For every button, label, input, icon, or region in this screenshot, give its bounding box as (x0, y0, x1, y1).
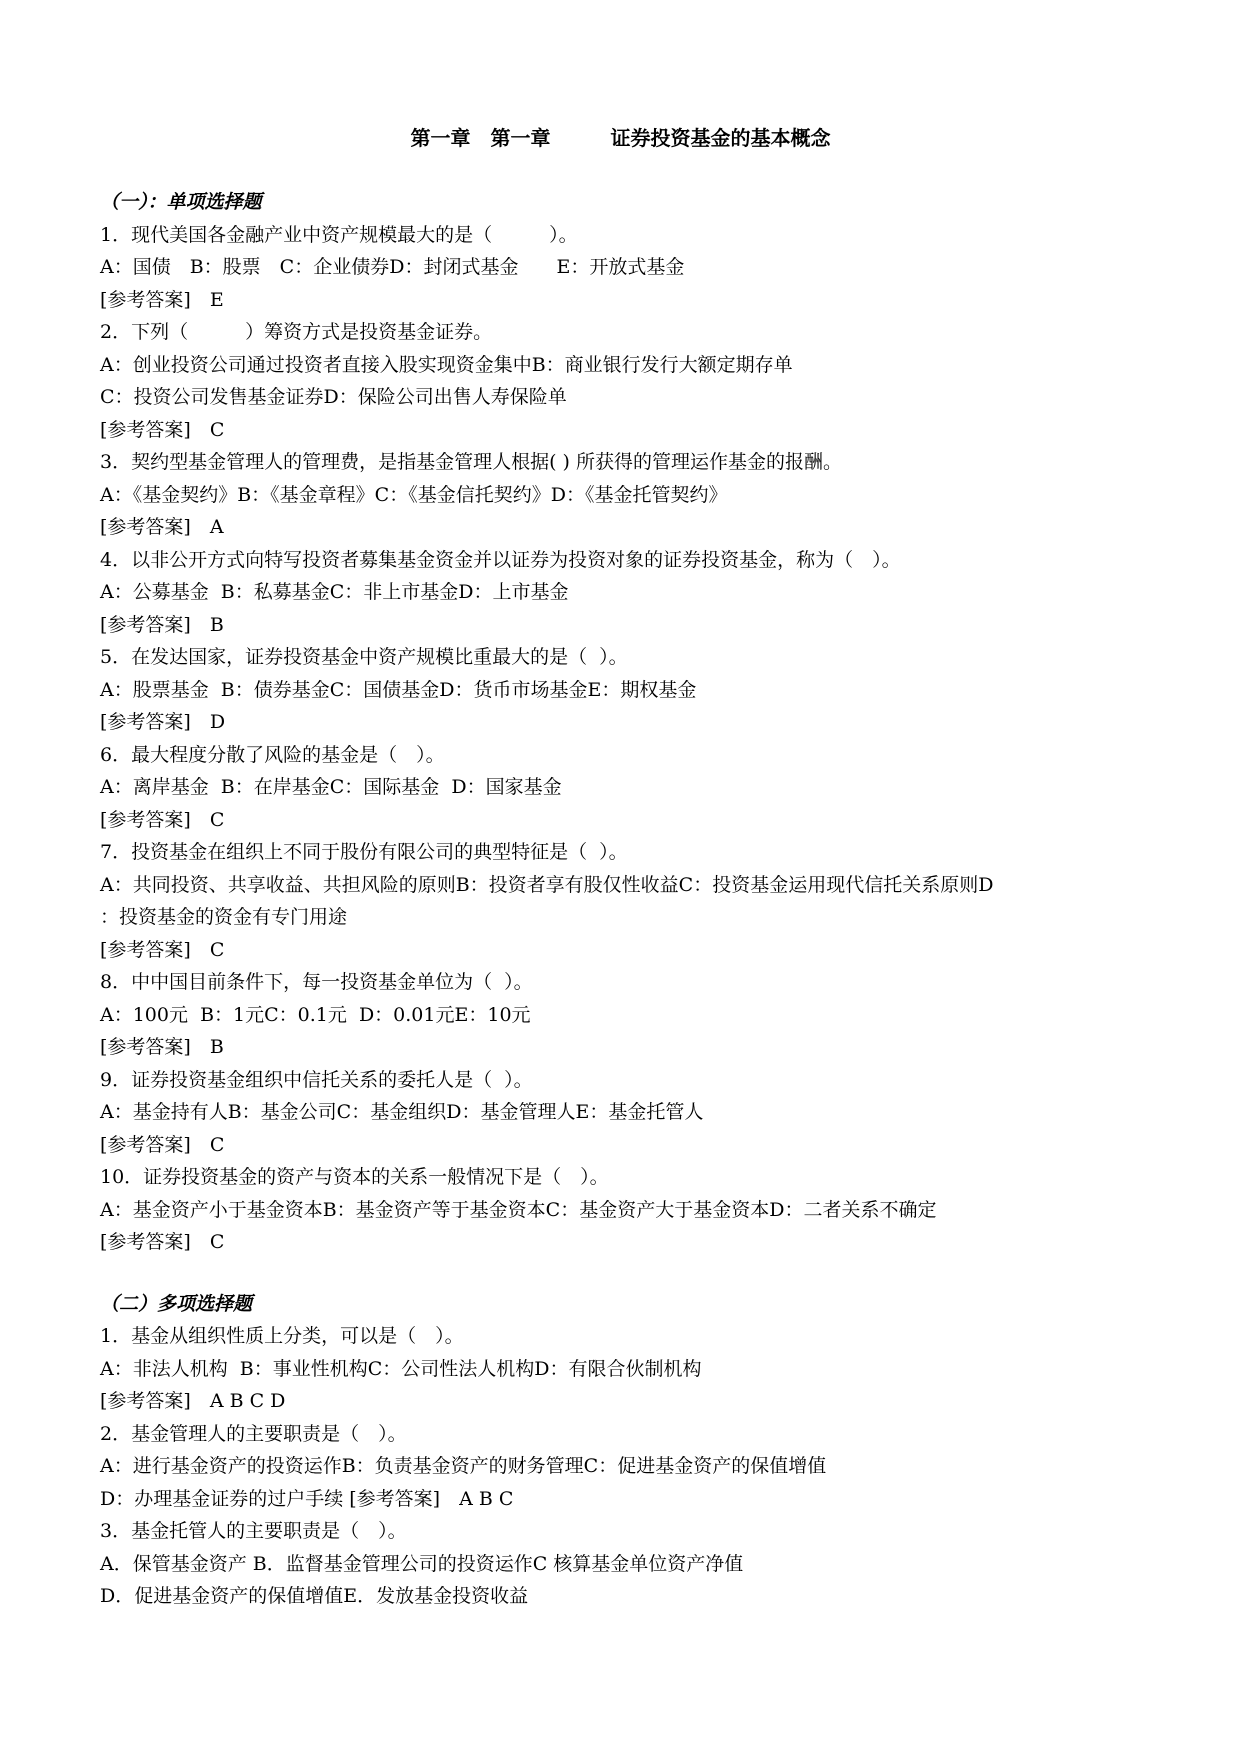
options-line: A：共同投资、共享收益、共担风险的原则B：投资者享有股仅性收益C：投资基金运用现代信托关系原则D (100, 873, 994, 896)
single-choice-section (100, 219, 1140, 1259)
question-line: 8．中中国目前条件下，每一投资基金单位为（ ）。 (100, 971, 533, 993)
question-line: 3．契约型基金管理人的管理费，是指基金管理人根据( ) 所获得的管理运作基金的报酬。 (100, 451, 842, 473)
question-line: 5．在发达国家，证券投资基金中资产规模比重最大的是（ ）。 (100, 646, 628, 668)
question-line: 1．现代美国各金融产业中资产规模最大的是（ ）。 (100, 223, 578, 246)
section-spacer (100, 1259, 1140, 1288)
options-line: A．保管基金资产 B．监督基金管理公司的投资运作C 核算基金单位资产净值 (100, 1552, 744, 1575)
options-line: A：公募基金 B：私募基金C：非上市基金D：上市基金 (100, 581, 569, 603)
question-line: 2．下列（ ）筹资方式是投资基金证券。 (100, 321, 493, 343)
options-line: A：非法人机构 B：事业性机构C：公司性法人机构D：有限合伙制机构 (100, 1357, 702, 1380)
answer-line: [参考答案] E (100, 288, 224, 311)
options-line: A：国债 B：股票 C：企业债券D：封闭式基金 E：开放式基金 (100, 256, 685, 278)
options-line: A：股票基金 B：债券基金C：国债基金D：货币市场基金E：期权基金 (100, 678, 697, 701)
question-line: 9．证券投资基金组织中信托关系的委托人是（ ）。 (100, 1068, 533, 1091)
answer-line: [参考答案] C (100, 938, 225, 961)
multiple-choice-section (100, 1320, 1140, 1613)
options-line: A：创业投资公司通过投资者直接入股实现资金集中B：商业银行发行大额定期存单 (100, 353, 793, 376)
section-heading-single-choice: （一）：单项选择题 (100, 191, 262, 213)
document-body (100, 186, 1140, 1613)
options-line: A：离岸基金 B：在岸基金C：国际基金 D：国家基金 (100, 776, 562, 798)
question-line: 3．基金托管人的主要职责是（ ）。 (100, 1520, 407, 1542)
answer-line: [参考答案] C (100, 418, 225, 441)
question-line: 7．投资基金在组织上不同于股份有限公司的典型特征是（ ）。 (100, 841, 628, 863)
section-heading-multiple-choice: （二）多项选择题 (100, 1292, 253, 1315)
options-line: A：进行基金资产的投资运作B：负责基金资产的财务管理C：促进基金资产的保值增值 (100, 1455, 827, 1477)
page-title: 第一章 第一章 证券投资基金的基本概念 (410, 126, 831, 150)
options-line: A：《基金契约》B：《基金章程》C：《基金信托契约》D：《基金托管契约》 (100, 483, 728, 506)
answer-line: [参考答案] C (100, 808, 225, 831)
question-line: 4．以非公开方式向特写投资者募集基金资金并以证券为投资对象的证券投资基金，称为（ ）。 (100, 548, 901, 571)
options-line: A：基金持有人B：基金公司C：基金组织D：基金管理人E：基金托管人 (100, 1101, 704, 1123)
options-line: D．促进基金资产的保值增值E．发放基金投资收益 (100, 1585, 529, 1607)
question-line: 10．证券投资基金的资产与资本的关系一般情况下是（ ）。 (100, 1166, 609, 1188)
options-line: ：投资基金的资金有专门用途 (100, 906, 348, 928)
options-line: C：投资公司发售基金证券D：保险公司出售人寿保险单 (100, 386, 567, 408)
question-line: 2．基金管理人的主要职责是（ ）。 (100, 1422, 407, 1445)
answer-line: [参考答案] C (100, 1231, 225, 1253)
options-line: A：基金资产小于基金资本B：基金资产等于基金资本C：基金资产大于基金资本D：二者关系不确定 (100, 1198, 937, 1221)
answer-line: [参考答案] B (100, 613, 224, 636)
answer-line: [参考答案] C (100, 1133, 225, 1156)
answer-line: [参考答案] A (100, 516, 224, 538)
options-line: D：办理基金证券的过户手续 [参考答案] A B C (100, 1487, 514, 1510)
question-line: 6．最大程度分散了风险的基金是（ ）。 (100, 743, 445, 766)
answer-line: [参考答案] D (100, 711, 226, 733)
question-line: 1．基金从组织性质上分类，可以是（ ）。 (100, 1325, 464, 1347)
answer-line: [参考答案] B (100, 1036, 224, 1058)
answer-line: [参考答案] A B C D (100, 1390, 286, 1412)
options-line: A：100元 B：1元C：0.1元 D：0.01元E：10元 (100, 1003, 531, 1026)
